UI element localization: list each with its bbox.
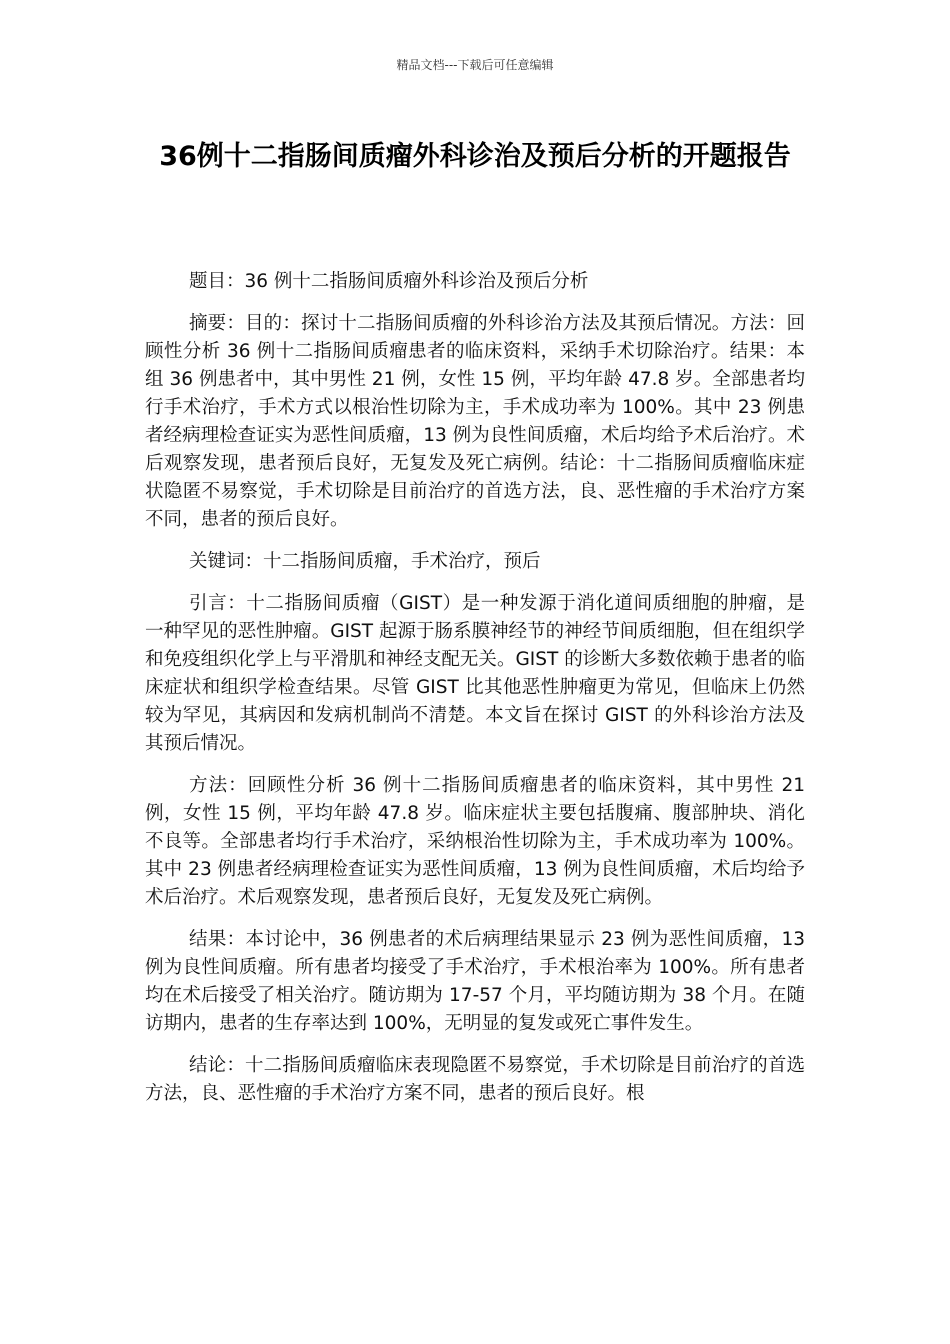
topic-paragraph: 题目：36 例十二指肠间质瘤外科诊治及预后分析 bbox=[189, 271, 589, 292]
results-paragraph: 结果：本讨论中，36 例患者的术后病理结果显示 23 例为恶性间质瘤，13 例为良性间质瘤。所有患者均接受了手术治疗，手术根治率为 100%。所有患者均在术后接受了相关治疗。随访期为 17-57 个月，平均随访期为 38 个月。在随访期内，患者的生存率达到 100%，无明显的复发或死亡事件发生。 bbox=[145, 929, 805, 1034]
document-title: 36例十二指肠间质瘤外科诊治及预后分析的开题报告 bbox=[159, 141, 791, 172]
conclusion-paragraph: 结论：十二指肠间质瘤临床表现隐匿不易察觉，手术切除是目前治疗的首选方法，良、恶性瘤的手术治疗方案不同，患者的预后良好。根 bbox=[145, 1055, 805, 1104]
methods-paragraph: 方法：回顾性分析 36 例十二指肠间质瘤患者的临床资料，其中男性 21 例，女性 15 例，平均年龄 47.8 岁。临床症状主要包括腹痛、腹部肿块、消化不良等。全部患者均行手术治疗，采纳根治性切除为主，手术成功率为 100%。其中 23 例患者经病理检查证实为恶性间质瘤，13 例为良性间质瘤，术后均给予术后治疗。术后观察发现，患者预后良好，无复发及死亡病例。 bbox=[145, 775, 805, 908]
header-note: 精品文档---下载后可任意编辑 bbox=[396, 58, 554, 72]
keywords-paragraph: 关键词：十二指肠间质瘤，手术治疗，预后 bbox=[189, 551, 541, 572]
abstract-paragraph: 摘要：目的：探讨十二指肠间质瘤的外科诊治方法及其预后情况。方法：回顾性分析 36 例十二指肠间质瘤患者的临床资料，采纳手术切除治疗。结果：本组 36 例患者中，其中男性 21 例，女性 15 例，平均年龄 47.8 岁。全部患者均行手术治疗，手术方式以根治性切除为主，手术成功率为 100%。其中 23 例患者经病理检查证实为恶性间质瘤，13 例为良性间质瘤，术后均给予术后治疗。术后观察发现，患者预后良好，无复发及死亡病例。结论：十二指肠间质瘤临床症状隐匿不易察觉，手术切除是目前治疗的首选方法，良、恶性瘤的手术治疗方案不同，患者的预后良好。 bbox=[145, 313, 805, 530]
introduction-paragraph: 引言：十二指肠间质瘤（GIST）是一种发源于消化道间质细胞的肿瘤，是一种罕见的恶性肿瘤。GIST 起源于肠系膜神经节的神经节间质细胞，但在组织学和免疫组织化学上与平滑肌和神经支配无关。GIST 的诊断大多数依赖于患者的临床症状和组织学检查结果。尽管 GIST 比其他恶性肿瘤更为常见，但临床上仍然较为罕见，其病因和发病机制尚不清楚。本文旨在探讨 GIST 的外科诊治方法及其预后情况。 bbox=[145, 593, 805, 754]
document-body bbox=[145, 268, 805, 1122]
